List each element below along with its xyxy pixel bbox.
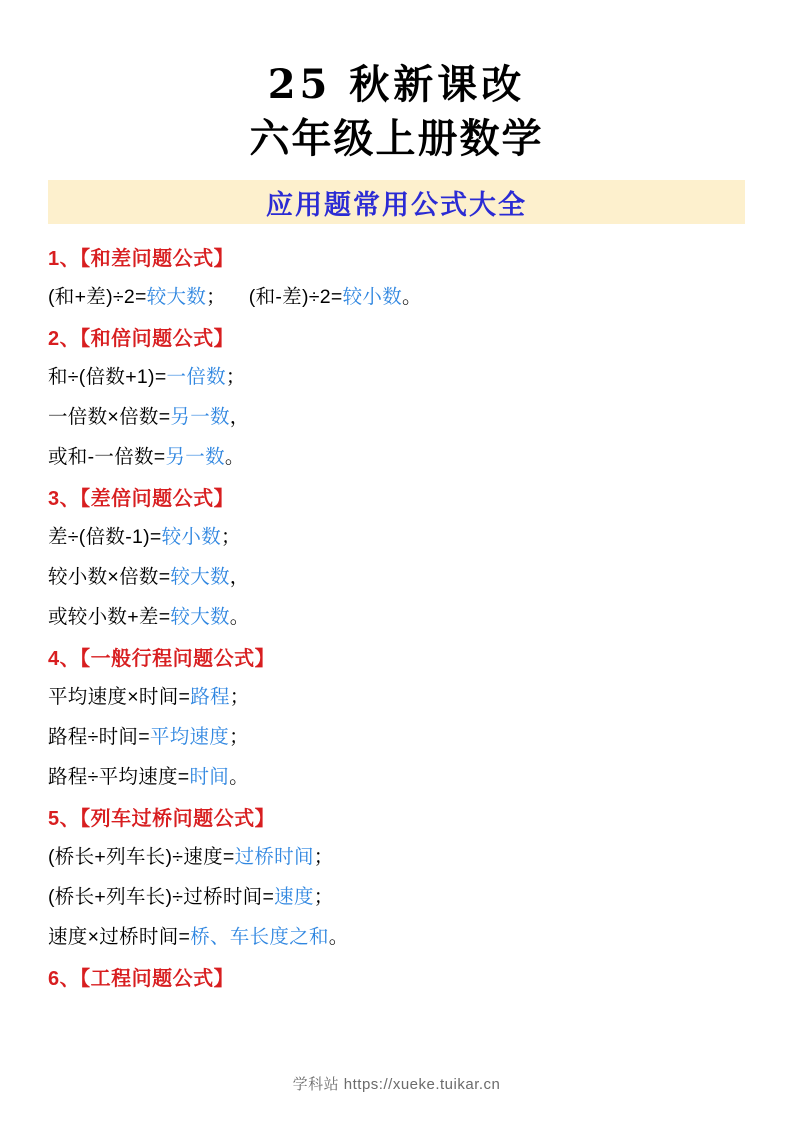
formula-text: 。 bbox=[328, 925, 349, 948]
formula-result: 另一数 bbox=[170, 405, 230, 428]
formula-text: ， bbox=[229, 405, 250, 428]
formula-result: 一倍数 bbox=[166, 365, 226, 388]
formula-text: 速度×过桥时间= bbox=[48, 925, 191, 948]
formula-text: (和+差)÷2= bbox=[48, 286, 147, 308]
formula-section bbox=[48, 800, 745, 958]
banner bbox=[48, 180, 745, 224]
formula-line bbox=[48, 558, 745, 598]
formula-text: 。 bbox=[229, 605, 250, 628]
formula-line bbox=[48, 878, 745, 918]
footer-watermark: 学科站 https://xueke.tuikar.cn bbox=[292, 1076, 501, 1093]
formula-line bbox=[48, 518, 745, 558]
formula-result: 较小数 bbox=[342, 286, 403, 308]
formula-text: ； bbox=[225, 365, 246, 388]
formula-text: ； (和-差)÷2= bbox=[206, 286, 343, 308]
formula-result: 较大数 bbox=[170, 565, 230, 588]
formula-line bbox=[48, 718, 745, 758]
formula-text: ； bbox=[313, 885, 334, 908]
banner-title: 应用题常用公式大全 bbox=[266, 189, 527, 221]
formula-text: (桥长+列车长)÷速度= bbox=[48, 845, 235, 868]
page-title-line-1: 25 秋新课改 bbox=[267, 61, 526, 108]
formula-line bbox=[48, 398, 745, 438]
formula-text: 一倍数×倍数= bbox=[48, 405, 171, 428]
formula-result: 时间 bbox=[189, 765, 230, 788]
formula-line bbox=[48, 838, 745, 878]
formula-result: 平均速度 bbox=[149, 725, 230, 748]
formula-line bbox=[48, 678, 745, 718]
formula-text: 平均速度×时间= bbox=[48, 685, 191, 708]
formula-result: 桥、车长度之和 bbox=[190, 925, 329, 948]
formula-section bbox=[48, 640, 745, 798]
title-block bbox=[48, 0, 745, 166]
formula-text: 。 bbox=[402, 286, 422, 308]
formula-section bbox=[48, 480, 745, 638]
formula-result: 较大数 bbox=[170, 605, 230, 628]
formula-section bbox=[48, 240, 745, 318]
formula-line bbox=[48, 758, 745, 798]
formula-section bbox=[48, 320, 745, 478]
formula-text: 。 bbox=[224, 445, 245, 468]
formula-text: 较小数×倍数= bbox=[48, 565, 171, 588]
formula-result: 路程 bbox=[190, 685, 230, 708]
section-heading: 1、【和差问题公式】 bbox=[48, 248, 235, 270]
section-heading: 3、【差倍问题公式】 bbox=[48, 487, 235, 510]
formula-text: ； bbox=[221, 525, 241, 548]
section-heading: 2、【和倍问题公式】 bbox=[48, 327, 235, 350]
formula-line bbox=[48, 918, 745, 958]
formula-text: ； bbox=[229, 685, 250, 708]
formula-text: ； bbox=[229, 725, 249, 748]
section-heading: 4、【一般行程问题公式】 bbox=[48, 647, 276, 670]
formula-text: 差÷(倍数-1)= bbox=[48, 525, 162, 548]
formula-text: 和÷(倍数+1)= bbox=[48, 365, 167, 388]
formula-result: 过桥时间 bbox=[234, 845, 314, 868]
formula-result: 另一数 bbox=[165, 445, 225, 468]
section-heading: 6、【工程问题公式】 bbox=[48, 967, 235, 990]
formula-text: 或和-一倍数= bbox=[48, 445, 166, 468]
section-heading: 5、【列车过桥问题公式】 bbox=[48, 807, 276, 830]
formula-text: 路程÷平均速度= bbox=[48, 765, 190, 788]
formula-result: 较小数 bbox=[161, 525, 222, 548]
formula-result: 较大数 bbox=[146, 286, 207, 308]
formula-text: ； bbox=[313, 845, 334, 868]
formula-line bbox=[48, 438, 745, 478]
formula-line bbox=[48, 278, 745, 318]
formula-text: ， bbox=[229, 565, 250, 588]
formula-line bbox=[48, 358, 745, 398]
formula-result: 速度 bbox=[274, 885, 314, 908]
formula-text: 或较小数+差= bbox=[48, 605, 171, 628]
formula-text: 路程÷时间= bbox=[48, 725, 150, 748]
page-title-line-2: 六年级上册数学 bbox=[249, 115, 544, 162]
formula-line bbox=[48, 598, 745, 638]
formula-text: 。 bbox=[229, 765, 249, 788]
formula-text: (桥长+列车长)÷过桥时间= bbox=[48, 885, 275, 908]
formula-sections bbox=[48, 240, 745, 998]
formula-section bbox=[48, 960, 745, 998]
